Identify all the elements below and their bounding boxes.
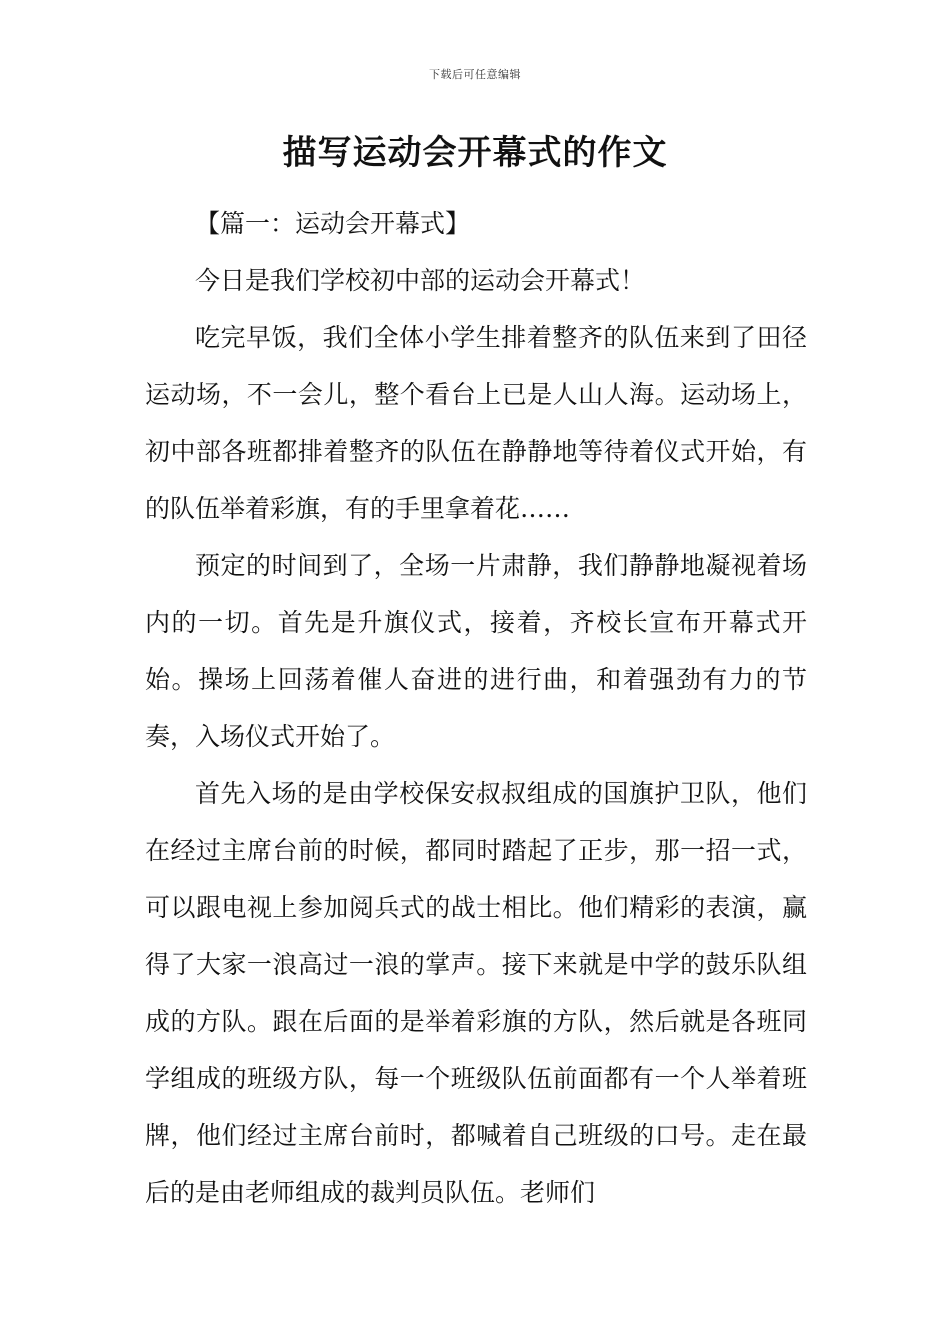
paragraph-1: 今日是我们学校初中部的运动会开幕式！: [195, 266, 646, 295]
paragraph-4: 首先入场的是由学校保安叔叔组成的国旗护卫队，他们在经过主席台前的时候，都同时踏起了正步，那一招一式，可以跟电视上参加阅兵式的战士相比。他们精彩的表演，赢得了大家一浪高过一浪的掌声。接下来就是中学的鼓乐队组成的方队。跟在后面的是举着彩旗的方队，然后就是各班同学组成的班级方队，每一个班级队伍前面都有一个人举着班牌，他们经过主席台前时，都喊着自己班级的口号。走在最后的是由老师组成的裁判员队伍。老师们: [145, 779, 807, 1207]
section-heading: 【篇一：运动会开幕式】: [195, 209, 471, 238]
article-body: [145, 195, 807, 1221]
paragraph-2: 吃完早饭，我们全体小学生排着整齐的队伍来到了田径运动场，不一会儿，整个看台上已是人山人海。运动场上，初中部各班都排着整齐的队伍在静静地等待着仪式开始，有的队伍举着彩旗，有的手里拿着花……: [145, 323, 807, 523]
document-title: 描写运动会开幕式的作文: [282, 133, 668, 173]
header-note: 下载后可任意编辑: [429, 68, 521, 81]
paragraph-3: 预定的时间到了，全场一片肃静，我们静静地凝视着场内的一切。首先是升旗仪式，接着，齐校长宣布开幕式开始。操场上回荡着催人奋进的进行曲，和着强劲有力的节奏，入场仪式开始了。: [145, 551, 807, 751]
